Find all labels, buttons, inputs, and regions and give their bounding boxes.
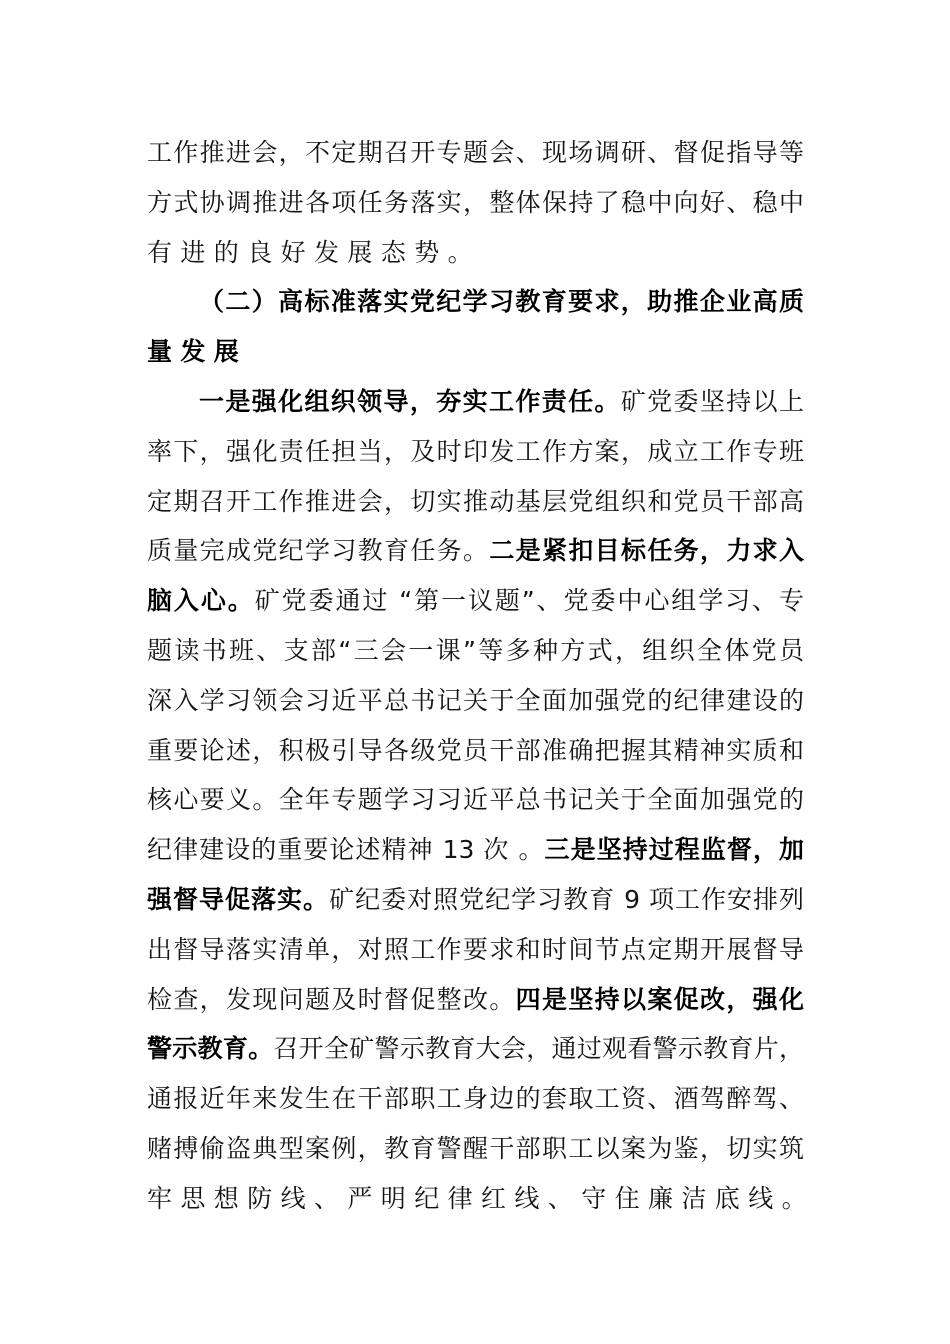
body-text: 重要论述，积极引导各级党员干部准确把握其精神实质和	[147, 735, 804, 765]
text-line	[147, 676, 804, 726]
text-line	[147, 1024, 804, 1074]
text-line	[147, 477, 804, 527]
body-text: 召开全矿警示教育大会，通过观看警示教育片，	[273, 1034, 804, 1064]
text-line	[147, 128, 804, 178]
body-text: 赌搏偷盗典型案例，教育警醒干部职工以案为鉴，切实筑	[147, 1133, 804, 1163]
text-line	[147, 377, 804, 427]
text-line	[147, 1124, 804, 1174]
body-text: 率下，强化责任担当，及时印发工作方案，成立工作专班	[147, 436, 804, 466]
text-line	[147, 726, 804, 776]
text-line	[147, 526, 804, 576]
body-text: 矿党委坚持以上	[620, 386, 804, 416]
text-line	[147, 975, 804, 1025]
body-text: 有进的良好发展态势。	[147, 237, 482, 267]
text-line	[147, 178, 804, 228]
body-text: 定期召开工作推进会，切实推动基层党组织和党员干部高	[147, 486, 804, 516]
body-text: 矿党委通过 “第一议题”、党委中心组学习、专	[254, 586, 804, 616]
body-text: 方式协调推进各项任务落实，整体保持了稳中向好、稳中	[147, 187, 804, 217]
body-text: 质量完成党纪学习教育任务。	[147, 536, 490, 566]
body-text: 工作推进会，不定期召开专题会、现场调研、督促指导等	[147, 138, 804, 167]
body-text: 深入学习领会习近平总书记关于全面加强党的纪律建设的	[147, 685, 804, 715]
bold-heading-text: 四是坚持以案促改，强化	[515, 984, 804, 1014]
bold-heading-text: （二）高标准落实党纪学习教育要求，助推企业高质	[199, 287, 804, 317]
text-line	[147, 427, 804, 477]
body-text: 矿纪委对照党纪学习教育 9 项工作安排列	[329, 884, 804, 914]
body-text: 核心要义。全年专题学习习近平总书记关于全面加强党的	[147, 785, 804, 815]
text-line	[147, 775, 804, 825]
text-line	[147, 576, 804, 626]
bold-heading-text: 强督导促落实。	[147, 884, 330, 914]
text-line	[147, 327, 804, 377]
body-text: 牢思想防线、严明纪律红线、守住廉洁底线。	[147, 1183, 816, 1213]
body-text: 出督导落实清单，对照工作要求和时间节点定期开展督导	[147, 934, 804, 964]
body-text: 检查，发现问题及时督促整改。	[147, 984, 516, 1014]
text-line	[147, 626, 804, 676]
body-text: 通报近年来发生在干部职工身边的套取工资、酒驾醉驾、	[147, 1084, 804, 1114]
bold-heading-text: 一是强化组织领导，夯实工作责任。	[199, 386, 621, 416]
bold-heading-text: 警示教育。	[147, 1034, 274, 1064]
document-body	[147, 128, 816, 1224]
text-line	[147, 1174, 816, 1224]
text-line	[147, 875, 804, 925]
body-text: 题读书班、支部“三会一课”等多种方式，组织全体党员	[147, 635, 804, 665]
text-line	[147, 228, 804, 278]
text-line	[147, 277, 804, 327]
bold-heading-text: 二是紧扣目标任务，力求入	[489, 536, 804, 566]
bold-heading-text: 三是坚持过程监督，加	[544, 835, 804, 865]
bold-heading-text: 脑入心。	[147, 586, 255, 616]
body-text: 纪律建设的重要论述精神 13 次 。	[147, 835, 545, 865]
bold-heading-text: 量发展	[147, 337, 248, 367]
text-line	[147, 825, 804, 875]
text-line	[147, 925, 804, 975]
text-line	[147, 1074, 804, 1124]
